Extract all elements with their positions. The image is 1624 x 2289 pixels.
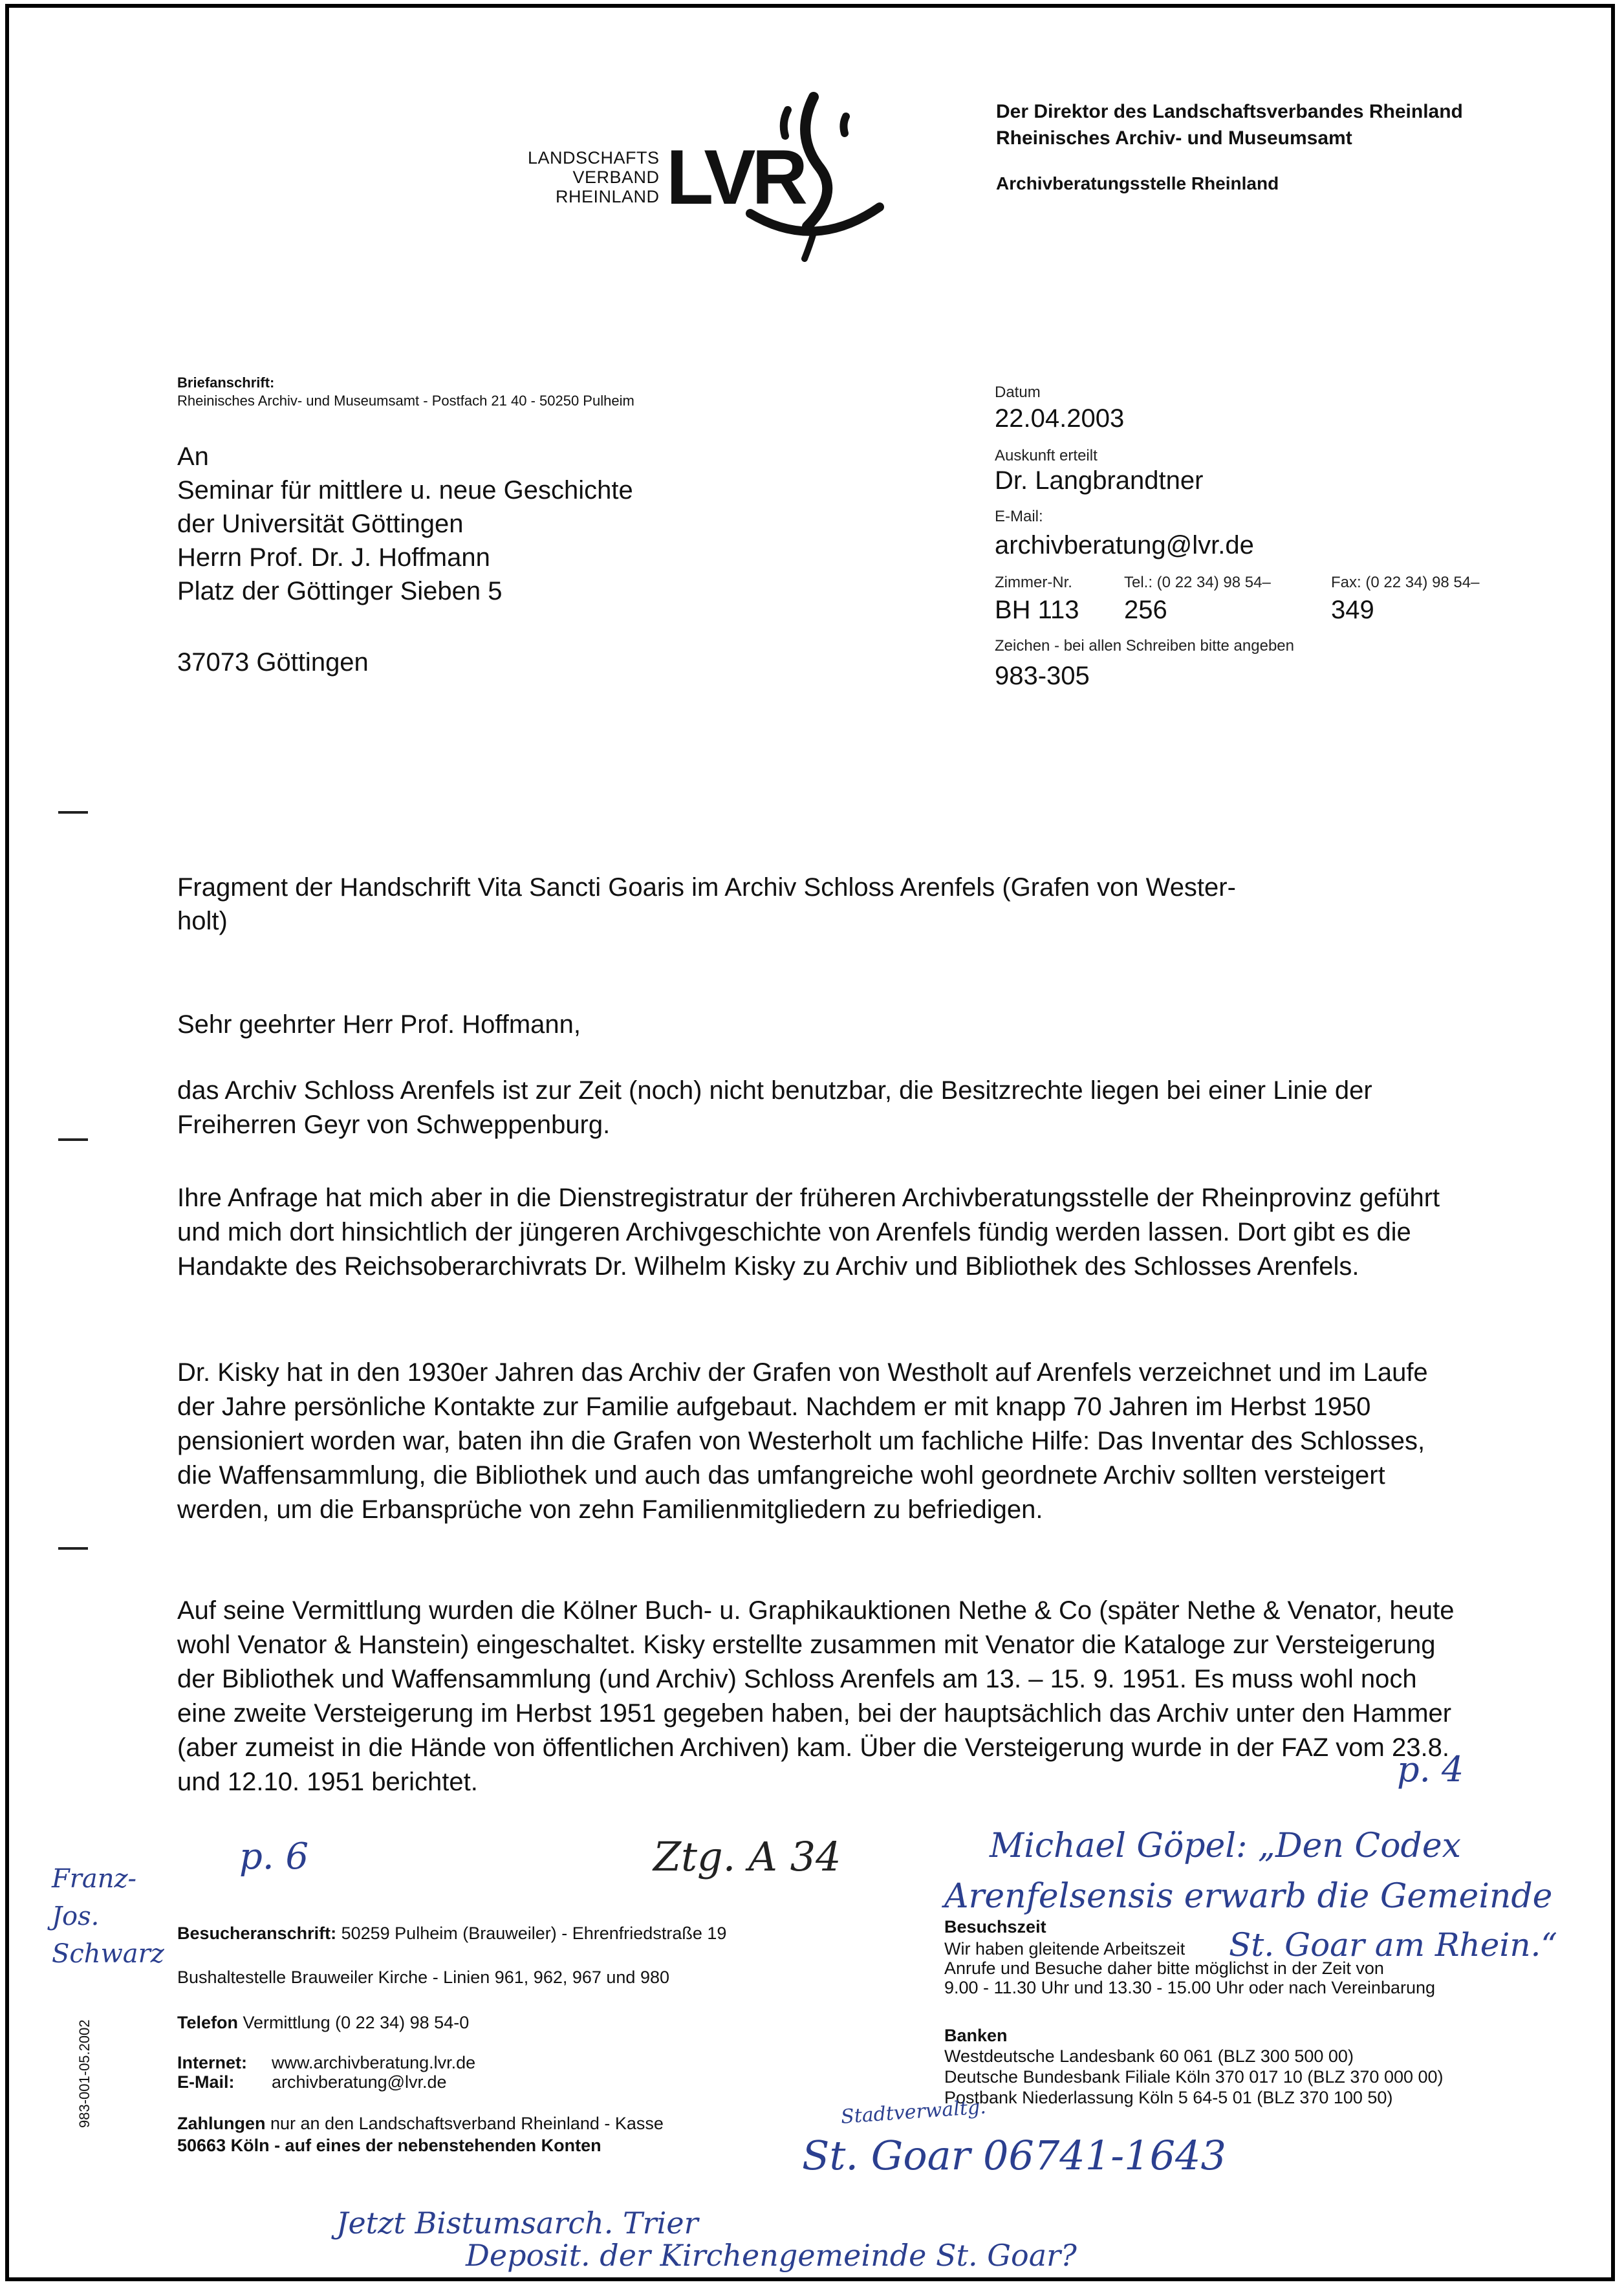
bank-3: Postbank Niederlassung Köln 5 64-5 01 (BLZ 370 100 50) <box>944 2088 1393 2107</box>
visitor-value: 50259 Pulheim (Brauweiler) - Ehrenfriedstraße 19 <box>341 1924 727 1943</box>
date-value: 22.04.2003 <box>995 404 1125 433</box>
reference-label: Zeichen - bei allen Schreiben bitte angeben <box>995 637 1294 655</box>
sender-block <box>996 98 1463 151</box>
handwritten-name-line: Schwarz <box>52 1939 164 1969</box>
bank-1: Westdeutsche Landesbank 60 061 (BLZ 300 500 00) <box>944 2046 1354 2066</box>
tel-value: 256 <box>1124 596 1167 624</box>
handwritten-stadtverwaltung: Stadtverwaltg. <box>840 2096 987 2129</box>
hours-line-1: Wir haben gleitende Arbeitszeit <box>944 1939 1186 1958</box>
reference-value: 983-305 <box>995 662 1090 690</box>
footer-email <box>177 2071 235 2093</box>
salutation: Sehr geehrter Herr Prof. Hoffmann, <box>177 1010 581 1039</box>
email-value: archivberatung@lvr.de <box>995 531 1254 559</box>
recipient-line: der Universität Göttingen <box>177 510 464 538</box>
recipient-line: Herrn Prof. Dr. J. Hoffmann <box>177 543 490 572</box>
recipient-address <box>177 440 633 608</box>
payments <box>177 2112 664 2134</box>
return-address-label: Briefanschrift: <box>177 374 275 391</box>
handwritten-page-ref: p. 6 <box>239 1836 309 1878</box>
internet <box>177 2052 247 2074</box>
fax-value: 349 <box>1331 596 1374 624</box>
hours-line-2: Anrufe und Besuche daher bitte möglichst in der Zeit von <box>944 1958 1384 1978</box>
payments-label: Zahlungen <box>177 2114 266 2133</box>
paragraph-text: Ihre Anfrage hat mich aber in die Dienstregistratur der früheren Archivberatungsstelle der Rheinprovinz geführt und mich dort hinsichtlich der jüngeren Archivgeschichte von Arenfels fündig werden lassen. Dort gibt es die Handakte des Reichsoberarchivrats Dr. Wilhelm Kisky zu Archiv und Bibliothek des Schlosses Arenfels. <box>177 1184 1440 1281</box>
paragraph <box>177 1074 1464 1142</box>
fold-mark <box>58 811 88 814</box>
internet-link[interactable]: www.archivberatung.lvr.de <box>272 2053 476 2072</box>
bank-2: Deutsche Bundesbank Filiale Köln 370 017 10 (BLZ 370 000 00) <box>944 2067 1444 2087</box>
recipient-city: 37073 Göttingen <box>177 648 369 677</box>
handwritten-bottom-line-1: Jetzt Bistumsarch. Trier <box>336 2206 698 2240</box>
contact-label: Auskunft erteilt <box>995 447 1098 464</box>
phone <box>177 2012 469 2034</box>
hours-label: Besuchszeit <box>944 1917 1046 1936</box>
footer-email-label: E-Mail: <box>177 2072 235 2092</box>
handwritten-bottom-line-2: Deposit. der Kirchengemeinde St. Goar? <box>466 2238 1077 2273</box>
paragraph <box>177 1181 1464 1284</box>
recipient-line: Platz der Göttinger Sieben 5 <box>177 577 503 605</box>
banks-label: Banken <box>944 2026 1008 2045</box>
logo-text <box>528 148 660 206</box>
paragraph-text: das Archiv Schloss Arenfels ist zur Zeit (noch) nicht benutzbar, die Besitzrechte liegen bei einer Linie der Freiherren Geyr von Schweppenburg. <box>177 1076 1372 1139</box>
visitor-label: Besucheranschrift: <box>177 1924 337 1943</box>
handwritten-page-ref: p. 4 <box>1397 1749 1464 1790</box>
payments-value: nur an den Landschaftsverband Rheinland - Kasse <box>270 2114 664 2133</box>
email-label: E-Mail: <box>995 508 1043 525</box>
recipient-line: An <box>177 442 209 471</box>
logo-line-3: RHEINLAND <box>556 187 660 206</box>
handwritten-note-line-2: Arenfelsensis erwarb die Gemeinde <box>944 1877 1553 1916</box>
handwritten-name-line: Jos. <box>52 1902 100 1931</box>
recipient-line: Seminar für mittlere u. neue Geschichte <box>177 476 633 504</box>
sender-line-1: Der Direktor des Landschaftsverbandes Rheinland <box>996 101 1463 122</box>
sender-line-2: Rheinisches Archiv- und Museumsamt <box>996 127 1352 149</box>
room-value: BH 113 <box>995 596 1079 624</box>
paragraph <box>177 1594 1464 1799</box>
hours-line-3: 9.00 - 11.30 Uhr und 13.30 - 15.00 Uhr oder nach Vereinbarung <box>944 1978 1436 1997</box>
fax-label: Fax: (0 22 34) 98 54– <box>1331 574 1480 591</box>
phone-value: Vermittlung (0 22 34) 98 54-0 <box>243 2013 470 2032</box>
handwritten-note-line-1: Michael Göpel: „Den Codex <box>990 1827 1461 1865</box>
logo-wordmark: LVR <box>666 134 805 221</box>
logo-line-2: VERBAND <box>572 168 660 187</box>
fold-mark <box>58 1138 88 1141</box>
handwritten-ztg: Ztg. A 34 <box>653 1833 841 1880</box>
handwritten-name <box>52 1860 164 1973</box>
paragraph <box>177 1356 1464 1527</box>
room-label: Zimmer-Nr. <box>995 574 1072 591</box>
handwritten-note-line-3: St. Goar am Rhein.“ <box>1229 1926 1557 1964</box>
footer-email-link[interactable]: archivberatung@lvr.de <box>272 2072 447 2092</box>
sender-department: Archivberatungsstelle Rheinland <box>996 173 1279 193</box>
date-label: Datum <box>995 384 1041 401</box>
form-number: 983-001-05.2002 <box>76 2019 92 2128</box>
paragraph-text: Dr. Kisky hat in den 1930er Jahren das Archiv der Grafen von Westholt auf Arenfels verzeichnet und im Laufe der Jahre persönliche Kontakte zur Familie aufgebaut. Nachdem er mit knapp 70 Jahren im Herbst 1950 pensioniert worden war, baten ihn die Grafen von Westerholt um fachliche Hilfe: Das Inventar des Schlosses, die Waffensammlung, die Bibliothek und auch das umfangreiche wohl geordnete Archiv sollten versteigert werden, um die Erbansprüche von zehn Familienmitgliedern zu befriedigen. <box>177 1358 1428 1524</box>
handwritten-phone-note: St. Goar 06741-1643 <box>802 2132 1226 2179</box>
subject-line-1: Fragment der Handschrift Vita Sancti Goaris im Archiv Schloss Arenfels (Grafen von Wester- <box>177 873 1236 902</box>
internet-label: Internet: <box>177 2053 247 2072</box>
tel-label: Tel.: (0 22 34) 98 54– <box>1124 574 1271 591</box>
subject <box>177 871 1236 938</box>
bus-stop: Bushaltestelle Brauweiler Kirche - Linien 961, 962, 967 und 980 <box>177 1968 669 1987</box>
paragraph-text: Auf seine Vermittlung wurden die Kölner Buch- u. Graphikauktionen Nethe & Co (später Nethe & Venator, heute wohl Venator & Hanstein) eingeschaltet. Kisky erstellte zusammen mit Venator die Kataloge zur Versteigerung der Bibliothek und Waffensammlung (und Archiv) Schloss Arenfels am 13. – 15. 9. 1951. Es muss wohl noch eine zweite Versteigerung im Herbst 1951 gegeben haben, bei der hauptsächlich das Archiv unter den Hammer (aber zumeist in die Hände von öffentlichen Archiven) kam. Über die Versteigerung wurde in der FAZ vom 23.8. und 12.10. 1951 berichtet. <box>177 1596 1455 1796</box>
contact-value: Dr. Langbrandtner <box>995 466 1204 495</box>
logo-line-1: LANDSCHAFTS <box>528 148 660 168</box>
logo-figure-icon <box>737 91 893 265</box>
return-address: Rheinisches Archiv- und Museumsamt - Postfach 21 40 - 50250 Pulheim <box>177 393 634 409</box>
payments-line-2: 50663 Köln - auf eines der nebenstehenden Konten <box>177 2136 601 2155</box>
handwritten-name-line: Franz- <box>52 1864 137 1894</box>
subject-line-2: holt) <box>177 907 228 935</box>
fold-mark <box>58 1547 88 1550</box>
phone-label: Telefon <box>177 2013 238 2032</box>
visitor-address <box>177 1922 726 1944</box>
